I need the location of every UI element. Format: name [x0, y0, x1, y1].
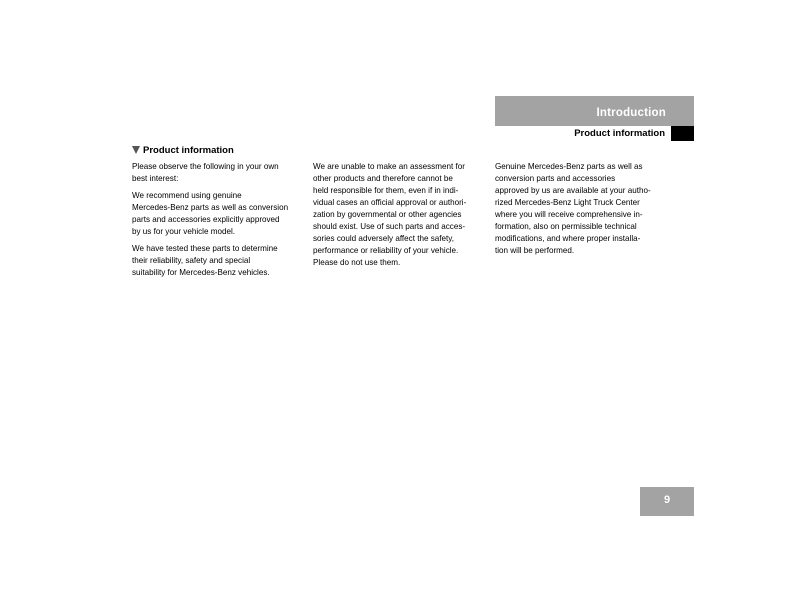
paragraph: We are unable to make an assessment for other products and therefore cannot be held responsible for them, even if in indi- vidual cases an official approval or authori- zation by governmental or other agencies should exist. Use of such parts and acces- sories could adversely affect the safety, performance or reliability of your vehicle. Please do not use them. [313, 162, 467, 267]
paragraph: We recommend using genuine Mercedes-Benz parts as well as conversion parts and accessories explicitly approved by us for your vehicle model. [132, 191, 289, 236]
section-header-title: Product information [574, 128, 665, 139]
section-tab-marker [671, 126, 694, 141]
triangle-down-icon [132, 146, 140, 154]
chapter-title: Introduction [596, 107, 666, 119]
page-number: 9 [663, 494, 671, 506]
section-heading [132, 145, 234, 156]
paragraph: Please observe the following in your own best interest: [132, 162, 279, 183]
section-header [495, 126, 694, 141]
chapter-header-bar [495, 96, 694, 126]
section-heading-text: Product information [143, 145, 234, 156]
text-column-1 [132, 161, 304, 284]
text-column-2 [313, 161, 487, 274]
paragraph: We have tested these parts to determine their reliability, safety and special suitability for Mercedes-Benz vehicles. [132, 244, 278, 277]
paragraph: Genuine Mercedes-Benz parts as well as conversion parts and accessories approved by us are available at your autho- rized Mercedes-Benz Light Truck Center where you will receive comprehensive in- formation, also on permissible technical modifications, and where proper installa- tion will be performed. [495, 162, 651, 255]
page-number-box [640, 487, 694, 516]
text-column-3 [495, 161, 671, 262]
